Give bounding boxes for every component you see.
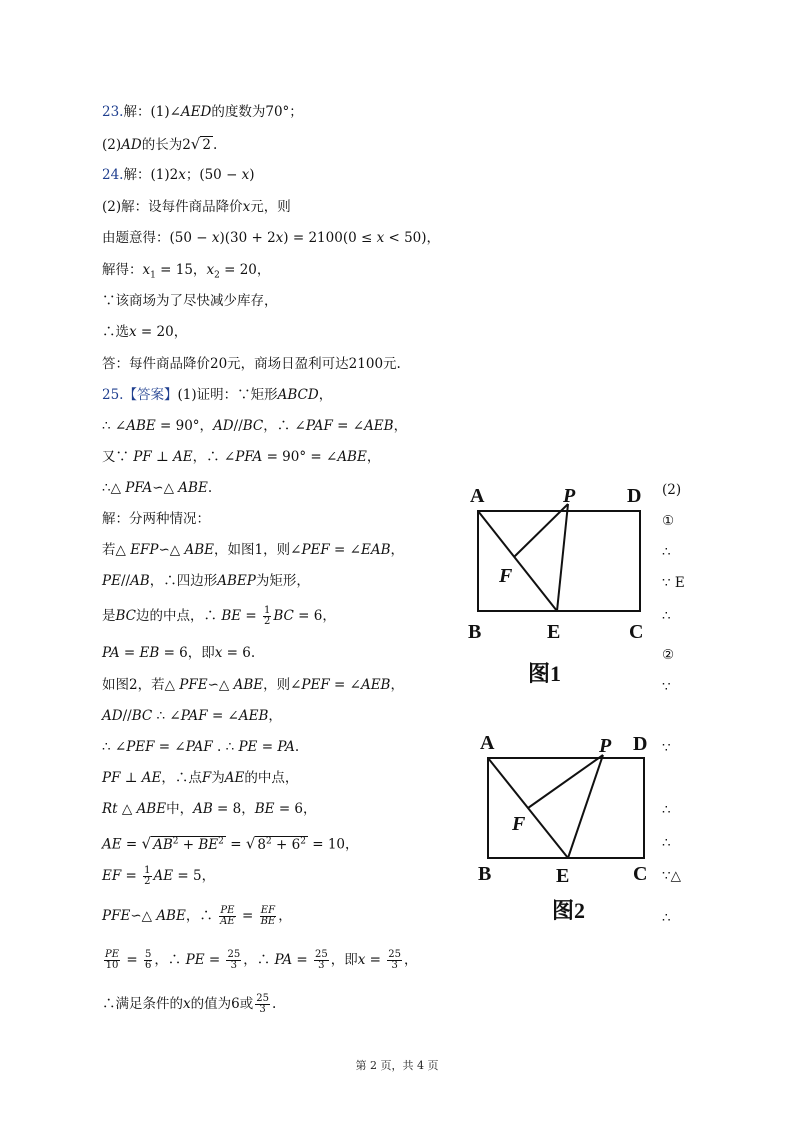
label-A: A [480, 732, 495, 754]
line-25-10: 如图2，若△ PFE∽△ ABE，则∠PEF = ∠AEB， [102, 677, 404, 693]
line-25-6: 若△ EFP∽△ ABE，如图1，则∠PEF = ∠EAB， [102, 542, 404, 558]
figure-1 [462, 478, 662, 688]
side-mark: ∴ [662, 835, 671, 851]
line-25-8: 是BC边的中点，∴ BE = $\frac{1}{2}$ BC = 6， [102, 605, 336, 627]
label-P: P [563, 485, 576, 507]
side-mark: ∵△ [662, 868, 681, 884]
side-mark: ∵ [662, 740, 671, 756]
label-C: C [629, 621, 644, 643]
side-mark: ∵ E [662, 575, 685, 591]
line-25-16: EF = $\frac{1}{2}$ AE = 5， [102, 865, 216, 887]
line-23-2: (2)AD的长为2√ 2 . [102, 135, 218, 153]
label-P: P [599, 735, 612, 757]
line-23: 23.解：(1)∠AED的度数为70°； [102, 104, 303, 120]
side-mark: ∴ [662, 608, 671, 624]
label-F: F [499, 565, 513, 587]
line-25-3: 又∵ PF ⊥ AE，∴ ∠PFA = 90° = ∠ABE， [102, 449, 381, 465]
label-F: F [512, 813, 526, 835]
side-mark: ∴ [662, 802, 671, 818]
line-25-13: PF ⊥ AE，∴点F为AE的中点， [102, 770, 299, 786]
line-24: 24.解：(1)2x；(50 − x) [102, 167, 255, 183]
side-mark: ∵ [662, 679, 671, 695]
label-D: D [633, 733, 648, 755]
line-24-5: ∵该商场为了尽快减少库存， [102, 293, 278, 309]
line-25-11: AD//BC ∴ ∠PAF = ∠AEB， [102, 708, 282, 724]
line-25-14: Rt △ ABE中，AB = 8，BE = 6， [102, 801, 317, 817]
line-25-2: ∴ ∠ABE = 90°，AD//BC，∴ ∠PAF = ∠AEB， [102, 418, 408, 434]
line-24-7: 答：每件商品降价20元，商场日盈利可达2100元. [102, 356, 401, 372]
line-24-3: 由题意得：(50 − x)(30 + 2x) = 2100(0 ≤ x < 50)， [102, 230, 441, 246]
label-B: B [478, 863, 492, 885]
line-24-4: 解得：$x_1 = 15$，$x_2 = 20$， [102, 262, 271, 281]
caption-figure-1: 图1 [528, 661, 562, 686]
figure-2 [470, 728, 666, 928]
line-25-7: PE//AB，∴四边形ABEP为矩形， [102, 573, 310, 589]
label-A: A [470, 485, 485, 507]
line-25-4: ∴△ PFA∽△ ABE. [102, 480, 213, 496]
label-D: D [627, 485, 642, 507]
line-24-6: ∴选x = 20， [102, 324, 188, 340]
line-25-19: ∴满足条件的x的值为6或 $\frac{25}{3}$ . [102, 993, 277, 1015]
caption-figure-2: 图2 [552, 898, 586, 923]
side-mark: ∴ [662, 910, 671, 926]
page-footer: 第 2 页，共 4 页 [355, 1059, 439, 1072]
side-mark: ① [662, 513, 675, 529]
line-24-2: (2)解：设每件商品降价x元，则 [102, 199, 291, 215]
line-25-18: $\frac{PE}{10}$ = $\frac{5}{6}$ ，∴ PE = $\frac{25}{3}$ ，∴ PA = $\frac{25}{3}$ ，即x = $\frac{25}{3}$ ， [105, 949, 418, 971]
side-mark: (2) [662, 482, 682, 498]
label-C: C [633, 863, 648, 885]
line-25-15: AE = √ $AB^2 + BE^2$ = √ $8^2 + 6^2 = 10$， [102, 834, 359, 853]
line-25-9: PA = EB = 6，即x = 6. [102, 645, 256, 661]
label-B: B [468, 621, 482, 643]
label-E: E [556, 865, 570, 887]
line-25-17: PFE∽△ ABE，∴ $\frac{PE}{AE}$ = $\frac{EF}{BE}$ ， [102, 905, 292, 927]
line-25-5: 解：分两种情况： [102, 511, 210, 527]
line-25: 25.【答案】(1)证明：∵矩形ABCD， [102, 387, 333, 403]
side-mark: ② [662, 647, 675, 663]
line-25-12: ∴ ∠PEF = ∠PAF . ∴ PE = PA. [102, 739, 300, 755]
side-mark: ∴ [662, 544, 671, 560]
label-E: E [547, 621, 561, 643]
